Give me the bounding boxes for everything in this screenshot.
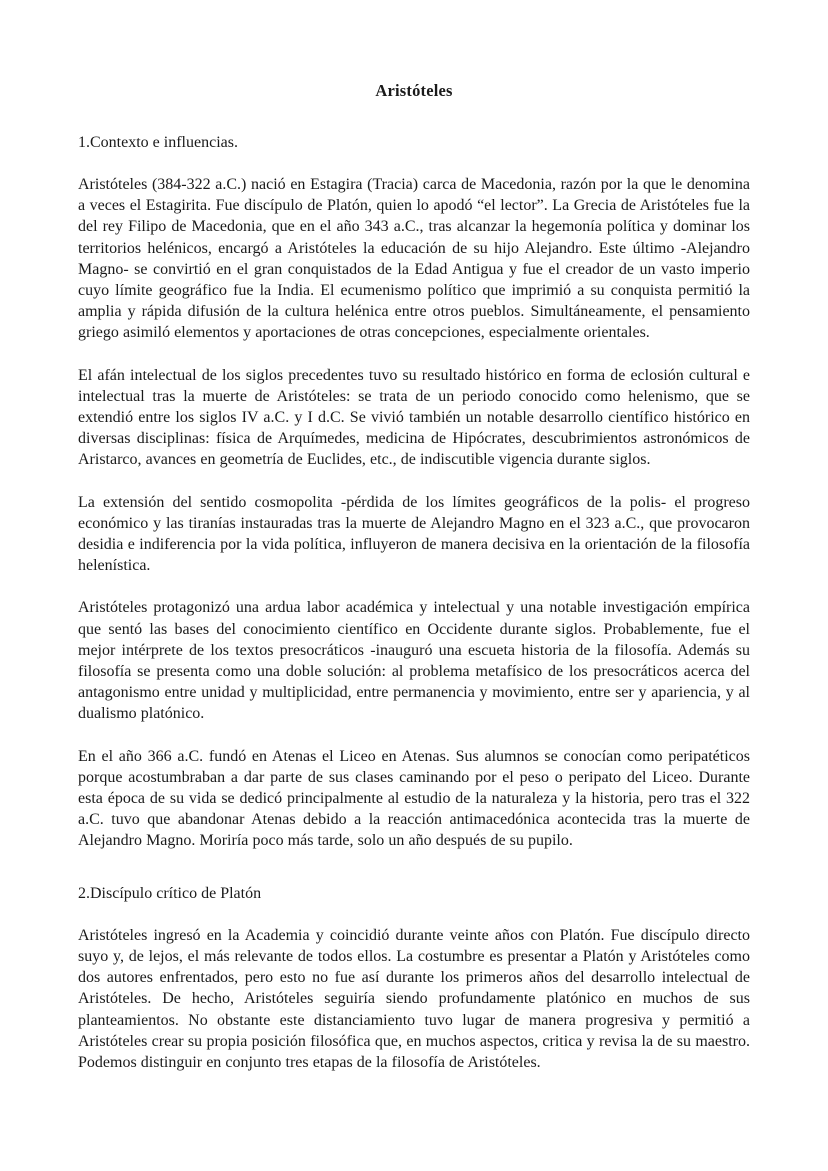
paragraph: La extensión del sentido cosmopolita -pérdida de los límites geográficos de la polis- el progreso económico y las tiranías instauradas tras la muerte de Alejandro Magno en el 323 a.C., que provocaron desidia e indiferencia por la vida política, influyeron de manera decisiva en la orientación de la filosofía helenística. xyxy=(78,493,750,575)
section-heading-2: 2.Discípulo crítico de Platón xyxy=(78,884,262,902)
section-heading-1: 1.Contexto e influencias. xyxy=(78,134,238,151)
page-title: Aristóteles xyxy=(375,81,453,100)
paragraph: Aristóteles (384-322 a.C.) nació en Estagira (Tracia) carca de Macedonia, razón por la que le denomina a veces el Estagirita. Fue discípulo de Platón, quien lo apodó “el lector”. La Grecia de Aristóteles fue la del rey Filipo de Macedonia, que en el año 343 a.C., tras alcanzar la hegemonía política y dominar los territorios helénicos, encargó a Aristóteles la educación de su hijo Alejandro. Este último -Alejandro Magno- se convirtió en el gran conquistados de la Edad Antigua y fue el creador de un vasto imperio cuyo límite geográfico fue la India. El ecumenismo político que imprimió a su conquista permitió la amplia y rápida difusión de la cultura helénica entre otros pueblos. Simultáneamente, el pensamiento griego asimiló elementos y aportaciones de otras concepciones, especialmente orientales. xyxy=(78,176,750,342)
paragraph: En el año 366 a.C. fundó en Atenas el Liceo en Atenas. Sus alumnos se conocían como peripatéticos porque acostumbraban a dar parte de sus clases caminando por el peso o peripato del Liceo. Durante esta época de su vida se dedicó principalmente al estudio de la naturaleza y la historia, pero tras el 322 a.C. tuvo que abandonar Atenas debido a la reacción antimacedónica acontecida tras la muerte de Alejandro Magno. Moriría poco más tarde, solo un año después de su pupilo. xyxy=(78,747,750,850)
paragraph: Aristóteles protagonizó una ardua labor académica y intelectual y una notable investigación empírica que sentó las bases del conocimiento científico en Occidente durante siglos. Probablemente, fue el mejor intérprete de los textos presocráticos -inauguró una escueta historia de la filosofía. Además su filosofía se presenta como una doble solución: al problema metafísico de los presocráticos acerca del antagonismo entre unidad y multiplicidad, entre permanencia y movimiento, entre ser y apariencia, y al dualismo platónico. xyxy=(78,599,750,723)
paragraph: El afán intelectual de los siglos precedentes tuvo su resultado histórico en forma de eclosión cultural e intelectual tras la muerte de Aristóteles: se trata de un periodo conocido como helenismo, que se extendió entre los siglos IV a.C. y I d.C. Se vivió también un notable desarrollo científico histórico en diversas disciplinas: física de Arquímedes, medicina de Hipócrates, descubrimientos astronómicos de Aristarco, avances en geometría de Euclides, etc., de indiscutible vigencia durante siglos. xyxy=(78,366,750,469)
document-body xyxy=(78,0,750,1073)
paragraph: Aristóteles ingresó en la Academia y coincidió durante veinte años con Platón. Fue discípulo directo suyo y, de lejos, el más relevante de todos ellos. La costumbre es presentar a Platón y Aristóteles como dos autores enfrentados, pero esto no fue así durante los primeros años del desarrollo intelectual de Aristóteles. De hecho, Aristóteles seguiría siendo profundamente platónico en muchos de sus planteamientos. No obstante este distanciamiento tuvo lugar de manera progresiva y permitió a Aristóteles crear su propia posición filosófica que, en muchos aspectos, critica y revisa la de su maestro. Podemos distinguir en conjunto tres etapas de la filosofía de Aristóteles. xyxy=(78,926,750,1071)
